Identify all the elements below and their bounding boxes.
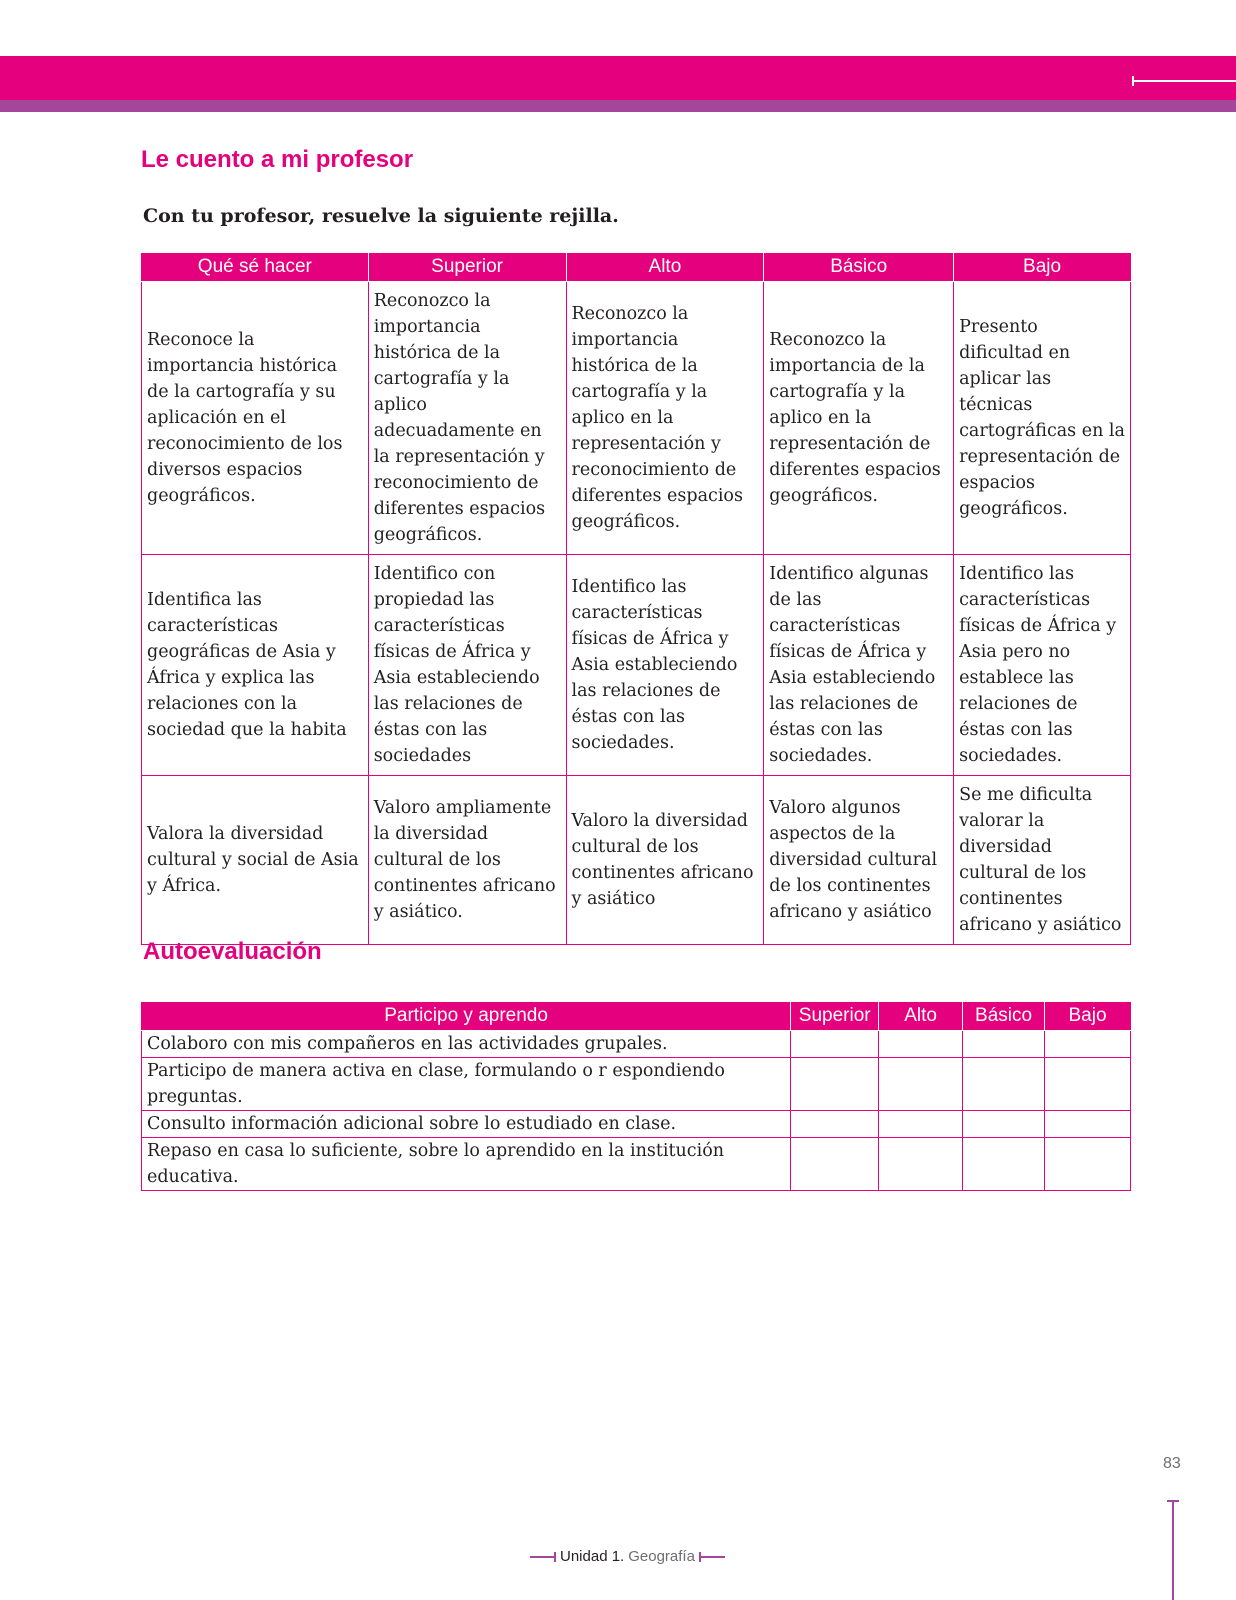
self-eval-header-row: [142, 1002, 1131, 1031]
table-row: [142, 1111, 1131, 1138]
rating-cell-bajo[interactable]: [1045, 1111, 1131, 1138]
table-cell: Valora la diversidad cultural y social de Asia y África.: [142, 776, 369, 945]
table-cell: Valoro ampliamente la diversidad cultural de los continentes africano y asiático.: [368, 776, 566, 945]
table-cell: Identifico algunas de las características físicas de África y Asia estableciendo las relaciones de éstas con las sociedades.: [764, 555, 954, 776]
footer: [530, 1548, 725, 1565]
table-cell: Presento dificultad en aplicar las técnicas cartográficas en la representación de espacios geográficos.: [954, 282, 1131, 555]
table-row: [142, 1031, 1131, 1058]
self-evaluation-table: [141, 1002, 1131, 1191]
self-eval-header-superior: Superior: [791, 1002, 879, 1031]
rating-cell-basico[interactable]: [963, 1138, 1045, 1191]
table-row: [142, 1058, 1131, 1111]
rating-cell-basico[interactable]: [963, 1031, 1045, 1058]
table-cell: Identifica las características geográficas de Asia y África y explica las relaciones con la sociedad que la habita: [142, 555, 369, 776]
table-row: [142, 555, 1131, 776]
rating-cell-superior[interactable]: [791, 1111, 879, 1138]
side-rule: [1172, 1500, 1174, 1600]
table-cell: Valoro la diversidad cultural de los continentes africano y asiático: [566, 776, 764, 945]
header-stripe: [0, 100, 1236, 112]
header-band: [0, 56, 1236, 100]
self-eval-statement: Colaboro con mis compañeros en las actividades grupales.: [142, 1031, 791, 1058]
rating-cell-superior[interactable]: [791, 1138, 879, 1191]
rating-cell-basico[interactable]: [963, 1058, 1045, 1111]
self-eval-header-bajo: Bajo: [1045, 1002, 1131, 1031]
footer-rule-left: [530, 1556, 556, 1558]
table-row: [142, 776, 1131, 945]
table-cell: Reconozco la importancia de la cartografía y la aplico en la representación de diferentes espacios geográficos.: [764, 282, 954, 555]
rubric-header-row: [142, 253, 1131, 282]
page-number: 83: [1163, 1455, 1181, 1472]
rating-cell-alto[interactable]: [879, 1031, 963, 1058]
section-title-autoevaluacion: Autoevaluación: [143, 938, 322, 965]
rating-cell-superior[interactable]: [791, 1058, 879, 1111]
table-cell: Reconozco la importancia histórica de la cartografía y la aplico adecuadamente en la representación y reconocimiento de diferentes espacios geográficos.: [368, 282, 566, 555]
rating-cell-superior[interactable]: [791, 1031, 879, 1058]
footer-subject: Geografía: [628, 1548, 695, 1565]
rating-cell-basico[interactable]: [963, 1111, 1045, 1138]
table-row: [142, 1138, 1131, 1191]
rubric-header-alto: Alto: [566, 253, 764, 282]
self-eval-header-item: Participo y aprendo: [142, 1002, 791, 1031]
rubric-header-basico: Básico: [764, 253, 954, 282]
instruction-text: Con tu profesor, resuelve la siguiente rejilla.: [143, 205, 619, 227]
rating-cell-alto[interactable]: [879, 1111, 963, 1138]
table-cell: Valoro algunos aspectos de la diversidad cultural de los continentes africano y asiático: [764, 776, 954, 945]
rubric-header-skill: Qué sé hacer: [142, 253, 369, 282]
table-cell: Identifico las características físicas de África y Asia pero no establece las relaciones de éstas con las sociedades.: [954, 555, 1131, 776]
rating-cell-bajo[interactable]: [1045, 1031, 1131, 1058]
self-eval-statement: Participo de manera activa en clase, formulando o r espondiendo preguntas.: [142, 1058, 791, 1111]
table-cell: Reconozco la importancia histórica de la cartografía y la aplico en la representación y reconocimiento de diferentes espacios geográficos.: [566, 282, 764, 555]
rating-cell-bajo[interactable]: [1045, 1138, 1131, 1191]
table-cell: Reconoce la importancia histórica de la cartografía y su aplicación en el reconocimiento de los diversos espacios geográficos.: [142, 282, 369, 555]
table-row: [142, 282, 1131, 555]
header-tick-mark: [1132, 80, 1236, 82]
table-cell: Identifico con propiedad las características físicas de África y Asia estableciendo las relaciones de éstas con las sociedades: [368, 555, 566, 776]
rating-cell-bajo[interactable]: [1045, 1058, 1131, 1111]
section-title-profesor: Le cuento a mi profesor: [141, 146, 414, 173]
self-eval-header-basico: Básico: [963, 1002, 1045, 1031]
rating-cell-alto[interactable]: [879, 1138, 963, 1191]
rubric-table: [141, 253, 1131, 945]
self-eval-statement: Consulto información adicional sobre lo estudiado en clase.: [142, 1111, 791, 1138]
rubric-header-bajo: Bajo: [954, 253, 1131, 282]
table-cell: Se me dificulta valorar la diversidad cultural de los continentes africano y asiático: [954, 776, 1131, 945]
table-cell: Identifico las características físicas de África y Asia estableciendo las relaciones de éstas con las sociedades.: [566, 555, 764, 776]
self-eval-statement: Repaso en casa lo suficiente, sobre lo aprendido en la institución educativa.: [142, 1138, 791, 1191]
self-eval-header-alto: Alto: [879, 1002, 963, 1031]
rubric-header-superior: Superior: [368, 253, 566, 282]
rating-cell-alto[interactable]: [879, 1058, 963, 1111]
footer-rule-right: [699, 1556, 725, 1558]
footer-unit: Unidad 1.: [560, 1548, 625, 1565]
